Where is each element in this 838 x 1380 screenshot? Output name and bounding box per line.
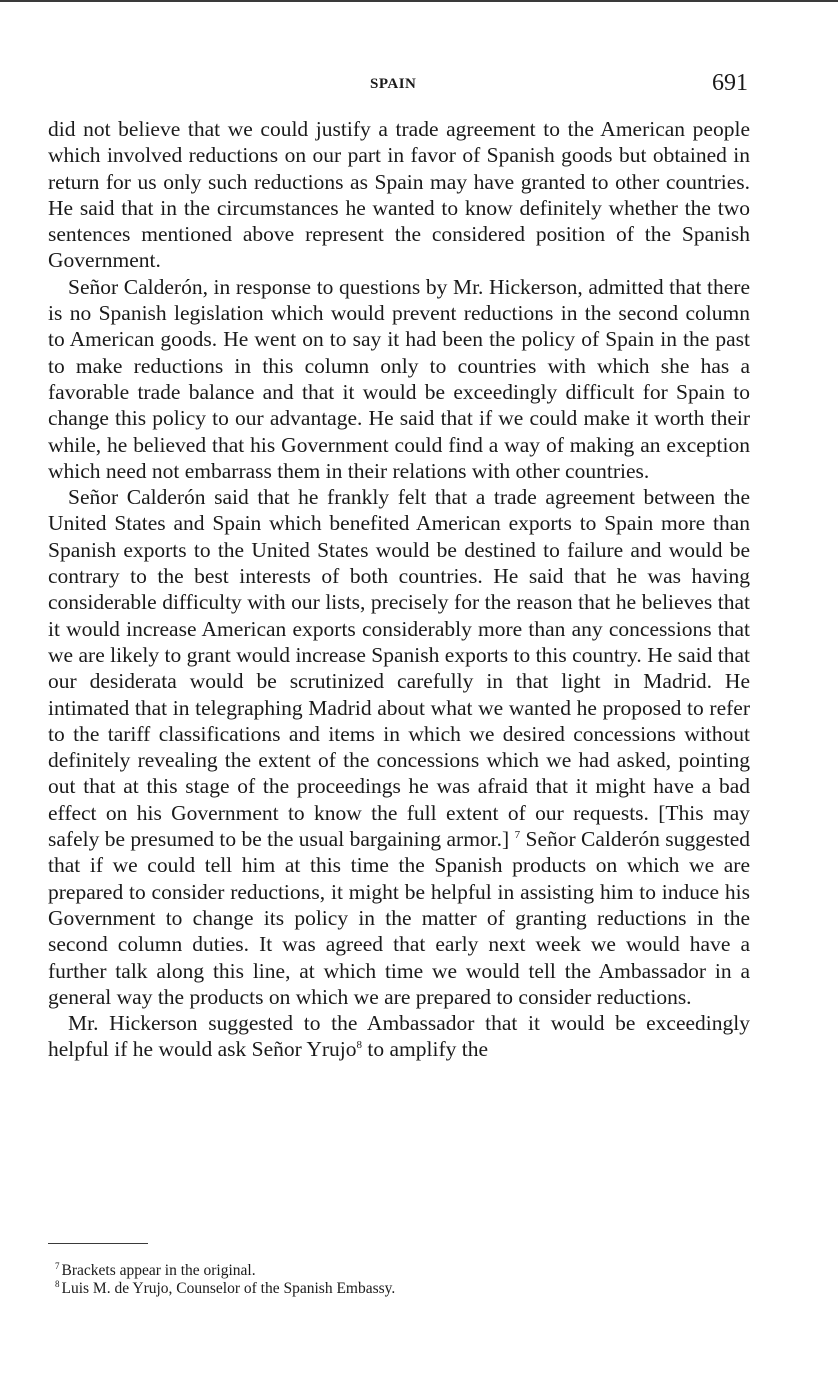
- paragraph-4: [48, 1010, 750, 1063]
- footnote-8: [55, 1280, 745, 1298]
- paragraph-2: Señor Calderón, in response to questions by Mr. Hickerson, admitted that there is no Spanish legislation which would prevent reductions in the second column to American goods. He went on to say it had been the policy of Spain in the past to make reductions in this column only to countries with which she has a favorable trade balance and that it would be exceedingly difficult for Spain to change this policy to our advantage. He said that if we could make it worth their while, he believed that his Government could find a way of making an exception which need not embarrass them in their relations with other countries.: [48, 274, 750, 483]
- body-text: [48, 116, 750, 1063]
- paragraph-4-text-a: Mr. Hickerson suggested to the Ambassador that it would be exceedingly helpful if he would ask Señor Yrujo: [48, 1011, 750, 1062]
- page-number: 691: [712, 70, 748, 96]
- footnote-ref-7: 7: [514, 828, 521, 841]
- paragraph-1: did not believe that we could justify a trade agreement to the American people which involved reductions on our part in favor of Spanish goods but obtained in return for us only such reductions as Spain may have granted to other countries. He said that in the circumstances he wanted to know definitely whether the two sentences mentioned above represent the considered position of the Spanish Government.: [48, 117, 750, 273]
- page-top-edge: [0, 0, 838, 2]
- footnote-text-7: Brackets appear in the original.: [61, 1262, 256, 1279]
- paragraph-3: [48, 484, 750, 1010]
- paragraph-3-text-b: Señor Calderón suggested that if we could tell him at this time the Spanish products on which we are prepared to consider reductions, it might be helpful in assisting him to induce his Government to change its policy in the matter of granting reductions in the second column duties. It was agreed that early next week we would have a further talk along this line, at which time we would tell the Ambassador in a general way the products on which we are prepared to consider reductions.: [48, 827, 751, 1009]
- footnote-ref-8: 8: [356, 1039, 363, 1052]
- running-title: SPAIN: [370, 76, 417, 92]
- footnotes: [55, 1262, 745, 1298]
- paragraph-4-text-b: to amplify the: [367, 1037, 489, 1062]
- footnote-7: [55, 1262, 745, 1280]
- footnote-text-8: Luis M. de Yrujo, Counselor of the Spanish Embassy.: [61, 1280, 396, 1297]
- footnote-marker-8: 8: [55, 1278, 60, 1289]
- footnote-marker-7: 7: [55, 1260, 60, 1271]
- footnote-divider: [48, 1243, 148, 1244]
- paragraph-3-text-a: Señor Calderón said that he frankly felt that a trade agreement between the United States and Spain which benefited American exports to Spain more than Spanish exports to the United States would be destined to failure and would be contrary to the best interests of both countries. He said that he was having considerable difficulty with our lists, precisely for the reason that he believes that it would increase American exports considerably more than any concessions that we are likely to grant would increase Spanish exports to this country. He said that our desiderata would be scrutinized carefully in that light in Madrid. He intimated that in telegraphing Madrid about what we wanted he proposed to refer to the tariff classifications and items in which we desired concessions without definitely revealing the extent of the concessions which we had asked, pointing out that at this stage of the proceedings he was afraid that it might have a bad effect on his Government to know the full extent of our requests. [This may safely be presumed to be the usual bargaining armor.]: [48, 485, 750, 852]
- running-head: [0, 70, 838, 102]
